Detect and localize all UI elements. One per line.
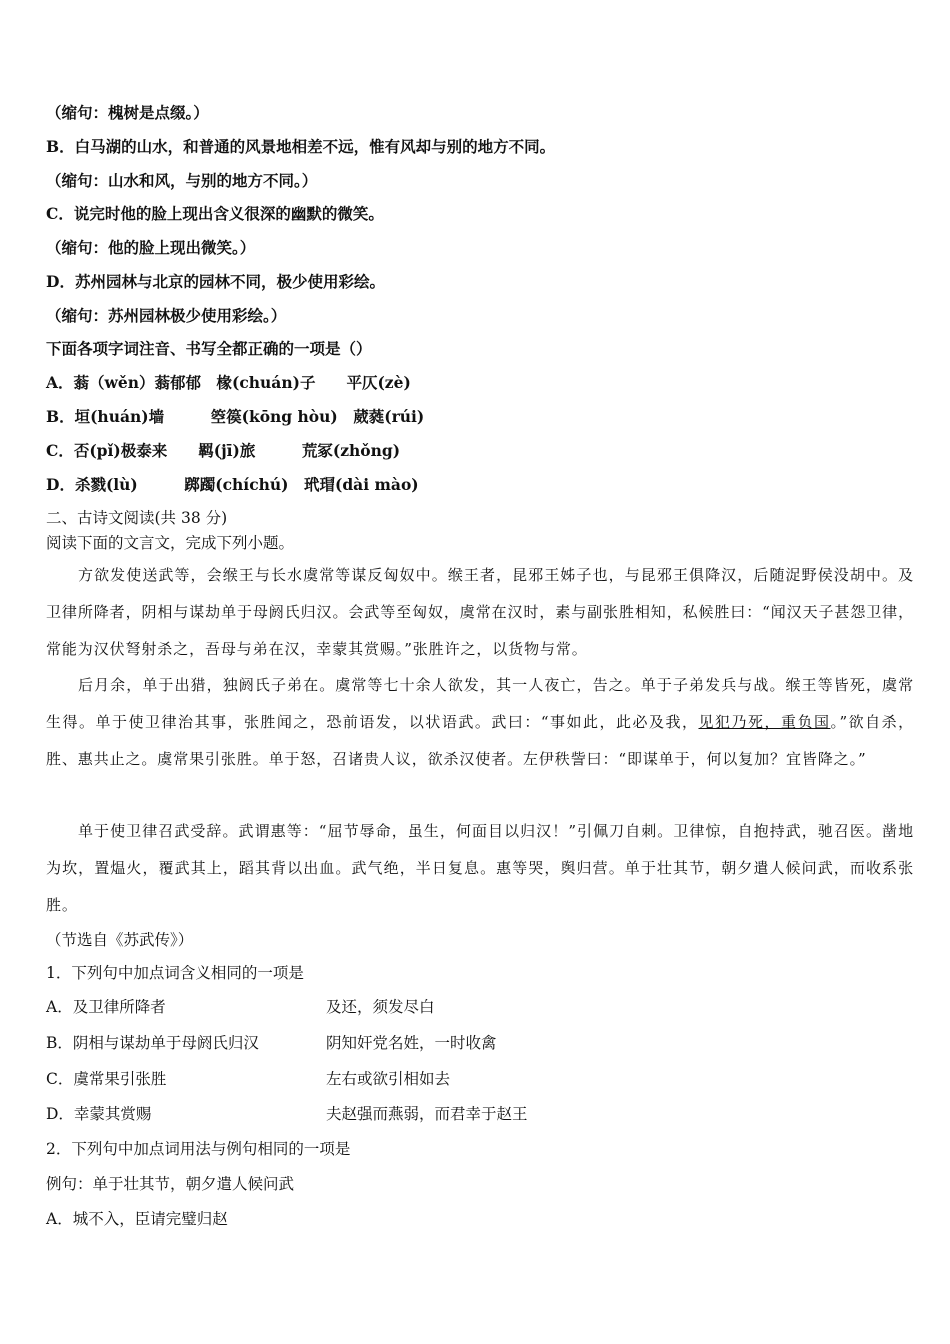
passage-source: （节选自《苏武传》）: [46, 931, 194, 949]
pinyin-option-a: A．蓊（wěn）蓊郁郁 椽(chuán)子 平仄(zè): [46, 373, 411, 392]
answer-note-b: （缩句：山水和风，与别的地方不同。）: [46, 171, 318, 190]
q1-option-d-right: 夫赵强而燕弱，而君幸于赵王: [326, 1105, 528, 1123]
answer-note-d: （缩句：苏州园林极少使用彩绘。）: [46, 306, 287, 325]
section-instruction: 阅读下面的文言文，完成下列小题。: [46, 534, 295, 552]
q1-option-a-left: A．及卫律所降者: [46, 998, 166, 1016]
answer-note-a: （缩句：槐树是点缀。）: [46, 103, 209, 122]
pinyin-option-c: C．否(pǐ)极泰来 羁(jī)旅 荒冢(zhǒng): [46, 441, 401, 460]
passage-paragraph-2-text-a: 后月余，单于出猎，独阏氏子弟在。虞常等七十余人欲发，其一人夜亡，告之。单于子弟发兵与战。缑王等皆死，虞常生得。单于使卫律治其事，张胜闻之，恐前语发，以状语武。武曰：“事如此，此必及我，: [46, 676, 914, 731]
q1-option-a-right: 及还，须发尽白: [326, 998, 435, 1016]
q2-stem: 2．下列句中加点词用法与例句相同的一项是: [46, 1140, 351, 1158]
passage-underlined-sentence: 见犯乃死，重负国: [698, 713, 831, 731]
passage-paragraph-1: [46, 557, 914, 668]
q1-stem: 1．下列句中加点词含义相同的一项是: [46, 964, 304, 982]
option-b-sentence: B．白马湖的山水，和普通的风景地相差不远，惟有风却与别的地方不同。: [46, 137, 556, 156]
passage-paragraph-3-text: 单于使卫律召武受辞。武谓惠等：“屈节辱命，虽生，何面目以归汉！”引佩刀自刺。卫律惊，自抱持武，驰召医。凿地为坎，置煴火，覆武其上，蹈其背以出血。武气绝，半日复息。惠等哭，舆归营。单于壮其节，朝夕遣人候问武，而收系张胜。: [46, 822, 914, 914]
option-c-sentence: C．说完时他的脸上现出含义很深的幽默的微笑。: [46, 204, 384, 223]
pinyin-option-b: B．垣(huán)墙 箜篌(kōng hòu) 葳蕤(rúi): [46, 407, 425, 426]
passage-paragraph-2-text-b: 。”欲自杀，胜、惠共止之。虞常果引张胜。单于怒，召诸贵人议，欲杀汉使者。左伊秩訾曰：“即谋单于，何以复加？宜皆降之。”: [46, 713, 914, 768]
q1-option-c-left: C．虞常果引张胜: [46, 1070, 167, 1088]
passage-paragraph-2: [46, 667, 914, 778]
option-d-sentence: D．苏州园林与北京的园林不同，极少使用彩绘。: [46, 272, 385, 291]
pinyin-option-d: D．杀戮(lù) 踯躅(chíchú) 玳瑁(dài mào): [46, 475, 419, 494]
q1-option-c-right: 左右或欲引相如去: [326, 1070, 451, 1088]
q1-option-d-left: D．幸蒙其赏赐: [46, 1105, 152, 1123]
pinyin-question-stem: 下面各项字词注音、书写全都正确的一项是（）: [46, 339, 372, 358]
answer-note-c: （缩句：他的脸上现出微笑。）: [46, 238, 256, 257]
q1-option-b-right: 阴知奸党名姓，一时收禽: [326, 1034, 497, 1052]
section-heading: 二、古诗文阅读(共 38 分): [46, 509, 228, 527]
q2-example: 例句：单于壮其节，朝夕遣人候问武: [46, 1175, 295, 1193]
q1-option-b-left: B．阴相与谋劫单于母阏氏归汉: [46, 1034, 259, 1052]
passage-paragraph-3: [46, 813, 914, 924]
passage-paragraph-1-text: 方欲发使送武等，会缑王与长水虞常等谋反匈奴中。缑王者，昆邪王姊子也，与昆邪王俱降汉，后随浞野侯没胡中。及卫律所降者，阴相与谋劫单于母阏氏归汉。会武等至匈奴，虞常在汉时，素与副张胜相知，私候胜曰：“闻汉天子甚怨卫律，常能为汉伏弩射杀之，吾母与弟在汉，幸蒙其赏赐。”张胜许之，以货物与常。: [46, 566, 914, 658]
q2-option-a: A．城不入，臣请完璧归赵: [46, 1210, 228, 1228]
